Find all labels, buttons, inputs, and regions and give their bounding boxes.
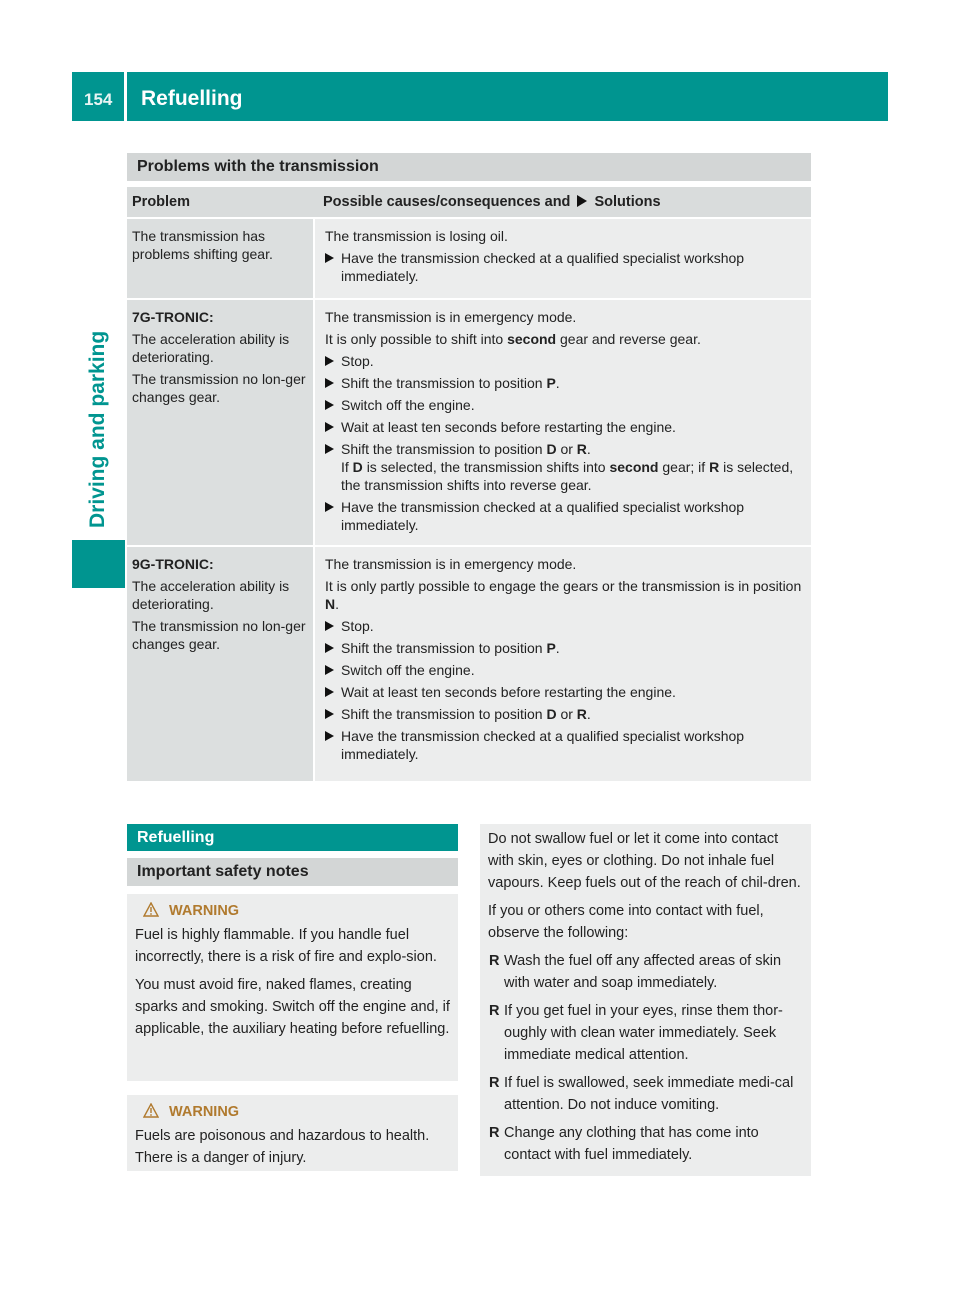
header-divider [124, 72, 127, 121]
col-header-solutions-text: Solutions [594, 194, 661, 210]
col-header-problem: Problem [132, 194, 191, 210]
step-item: Switch off the engine. [325, 396, 805, 414]
cause-text: It is only possible to shift into second gear and reverse gear. [325, 331, 701, 347]
table-title: Problems with the transmission [127, 153, 811, 181]
problem-text: The acceleration ability is deteriorating. [132, 331, 290, 365]
step-item: Shift the transmission to position P. [325, 639, 805, 657]
warning-text: Fuels are poisonous and hazardous to health. There is a danger of injury. [135, 1128, 430, 1166]
arrow-right-icon [325, 502, 334, 512]
arrow-right-icon [325, 400, 334, 410]
table-row [127, 219, 811, 298]
list-item: R Change any clothing that has come into contact with fuel immediately. [488, 1122, 803, 1166]
bullet-icon: R [489, 953, 500, 969]
table-row [127, 547, 811, 781]
page-title: Refuelling [141, 87, 243, 110]
col-header-causes-text: Possible causes/consequences and [323, 194, 571, 210]
step-item: Shift the transmission to position D or R. [325, 705, 805, 723]
subsection-title-safety: Important safety notes [127, 858, 458, 886]
warning-box [127, 1095, 458, 1171]
solution-cell [315, 219, 811, 298]
step-item: Wait at least ten seconds before restarting the engine. [325, 683, 805, 701]
body-text: If you or others come into contact with fuel, observe the following: [488, 903, 764, 941]
solution-cell [315, 300, 811, 545]
arrow-right-icon [325, 253, 334, 263]
table-header [127, 187, 811, 217]
cause-text: It is only partly possible to engage the gears or the transmission is in position N. [325, 578, 802, 612]
warning-text: You must avoid fire, naked flames, creating sparks and smoking. Switch off the engine and, if applicable, the auxiliary heating before refuelling. [135, 977, 450, 1037]
step-item: Have the transmission checked at a qualified specialist workshop immediately. [325, 249, 805, 285]
warning-box [127, 894, 458, 1081]
list-item: R If fuel is swallowed, seek immediate medi-cal attention. Do not induce vomiting. [488, 1072, 803, 1116]
problem-text: The transmission no lon-ger changes gear. [132, 618, 306, 652]
warning-text: Fuel is highly flammable. If you handle fuel incorrectly, there is a risk of fire and explo-sion. [135, 927, 437, 965]
arrow-right-icon [325, 422, 334, 432]
cause-text: The transmission is in emergency mode. [325, 309, 577, 325]
warning-heading: WARNING [135, 1101, 450, 1123]
arrow-right-icon [325, 731, 334, 741]
cause-text: The transmission is losing oil. [325, 228, 508, 244]
body-text: Do not swallow fuel or let it come into contact with skin, eyes or clothing. Do not inhale fuel vapours. Keep fuels out of the reach of chil-dren. [488, 831, 801, 891]
transmission-table [127, 153, 811, 781]
warning-triangle-icon [143, 902, 159, 917]
problem-cell [127, 219, 313, 298]
variant-label: 7G-TRONIC: [132, 309, 214, 325]
arrow-right-icon [325, 356, 334, 366]
arrow-right-icon [577, 195, 587, 207]
side-tab-marker [72, 540, 125, 588]
warning-triangle-icon [143, 1103, 159, 1118]
arrow-right-icon [325, 378, 334, 388]
list-item: R Wash the fuel off any affected areas of skin with water and soap immediately. [488, 950, 803, 994]
section-title-refuelling: Refuelling [127, 824, 458, 851]
problem-text: The acceleration ability is deteriorating. [132, 578, 290, 612]
arrow-right-icon [325, 709, 334, 719]
problem-cell [127, 300, 313, 545]
col-header-solutions [313, 187, 811, 217]
step-item: Wait at least ten seconds before restarting the engine. [325, 418, 805, 436]
cause-text: The transmission is in emergency mode. [325, 556, 577, 572]
arrow-right-icon [325, 687, 334, 697]
step-item: Stop. [325, 617, 805, 635]
bullet-icon: R [489, 1075, 500, 1091]
arrow-right-icon [325, 621, 334, 631]
problem-cell [127, 547, 313, 781]
problem-text: The transmission no lon-ger changes gear. [132, 371, 306, 405]
page-number: 154 [84, 90, 113, 109]
step-item: Have the transmission checked at a qualified specialist workshop immediately. [325, 727, 805, 763]
step-item: Shift the transmission to position D or R. If D is selected, the transmission shifts into second gear; if R is selected, the transmission shifts into reverse gear. [325, 440, 805, 494]
bullet-icon: R [489, 1125, 500, 1141]
arrow-right-icon [325, 643, 334, 653]
warning-heading: WARNING [135, 900, 450, 922]
step-item: Switch off the engine. [325, 661, 805, 679]
variant-label: 9G-TRONIC: [132, 556, 214, 572]
arrow-right-icon [325, 665, 334, 675]
fuel-contact-box [480, 824, 811, 1176]
step-item: Stop. [325, 352, 805, 370]
side-tab-label: Driving and parking [86, 330, 109, 528]
arrow-right-icon [325, 444, 334, 454]
list-item: R If you get fuel in your eyes, rinse them thor-oughly with clean water immediately. Seek immediate medical attention. [488, 1000, 803, 1066]
step-item: Have the transmission checked at a qualified specialist workshop immediately. [325, 498, 805, 534]
step-item: Shift the transmission to position P. [325, 374, 805, 392]
table-row [127, 300, 811, 545]
bullet-icon: R [489, 1003, 500, 1019]
solution-cell [315, 547, 811, 781]
problem-text: The transmission has problems shifting gear. [132, 228, 273, 262]
